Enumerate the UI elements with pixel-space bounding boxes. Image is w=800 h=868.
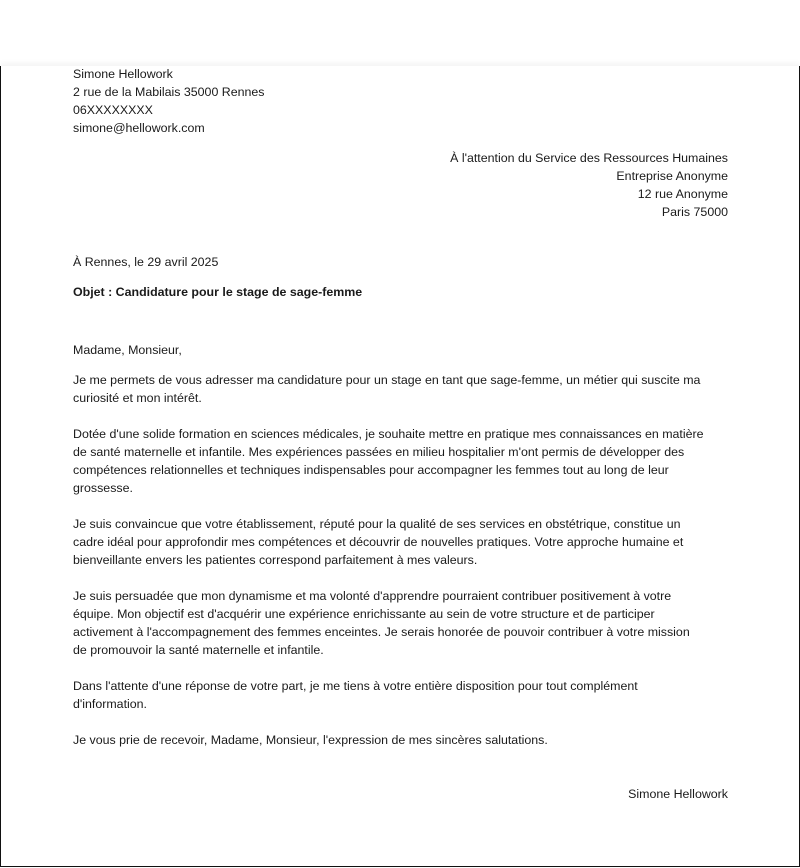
paragraph-line: Je suis convaincue que votre établissement, réputé pour la qualité de ses services en obstétrique, constitue un bbox=[73, 517, 681, 531]
sender-phone: 06XXXXXXXX bbox=[73, 103, 153, 117]
recipient-attention: À l'attention du Service des Ressources Humaines bbox=[450, 151, 728, 165]
paragraph-line: cadre idéal pour approfondir mes compétences et découvrir de nouvelles pratiques. Votre approche humaine et bbox=[73, 535, 684, 549]
paragraph-5 bbox=[73, 677, 728, 713]
recipient-city: Paris 75000 bbox=[661, 205, 728, 219]
sender-name: Simone Hellowork bbox=[73, 67, 173, 81]
top-margin bbox=[0, 0, 800, 66]
paragraph-line: curiosité et mon intérêt. bbox=[73, 391, 202, 405]
paragraph-line: d'information. bbox=[73, 697, 147, 711]
paragraph-line: équipe. Mon objectif est d'acquérir une expérience enrichissante au sein de votre structure et de participer bbox=[73, 607, 655, 621]
paragraph-line: Dans l'attente d'une réponse de votre part, je me tiens à votre entière disposition pour tout complément bbox=[73, 679, 638, 693]
paragraph-line: Dotée d'une solide formation en sciences médicales, je souhaite mettre en pratique mes connaissances en matière bbox=[73, 427, 704, 441]
paragraph-3 bbox=[73, 515, 728, 569]
paragraph-line: activement à l'accompagnement des femmes enceintes. Je serais honorée de pouvoir contribuer à votre mission bbox=[73, 625, 690, 639]
recipient-block bbox=[73, 149, 728, 221]
greeting: Madame, Monsieur, bbox=[73, 343, 182, 357]
paragraph-4 bbox=[73, 587, 728, 659]
sender-block bbox=[73, 66, 728, 137]
paragraph-line: grossesse. bbox=[73, 481, 133, 495]
recipient-street: 12 rue Anonyme bbox=[637, 187, 728, 201]
sender-address: 2 rue de la Mabilais 35000 Rennes bbox=[73, 85, 265, 99]
subject-line: Objet : Candidature pour le stage de sage-femme bbox=[73, 285, 363, 299]
paragraph-line: de promouvoir la santé maternelle et infantile. bbox=[73, 643, 324, 657]
letter-page bbox=[0, 66, 800, 867]
recipient-company: Entreprise Anonyme bbox=[616, 169, 728, 183]
sender-email: simone@hellowork.com bbox=[73, 121, 205, 135]
place-date: À Rennes, le 29 avril 2025 bbox=[73, 255, 219, 269]
paragraph-line: bienveillante envers les patientes correspond parfaitement à mes valeurs. bbox=[73, 553, 478, 567]
paragraph-line: Je me permets de vous adresser ma candidature pour un stage en tant que sage-femme, un métier qui suscite ma bbox=[73, 373, 701, 387]
paragraph-line: Je vous prie de recevoir, Madame, Monsieur, l'expression de mes sincères salutations. bbox=[73, 733, 548, 747]
paragraph-line: de santé maternelle et infantile. Mes expériences passées en milieu hospitalier m'ont permis de développer des bbox=[73, 445, 685, 459]
closing-paragraph bbox=[73, 731, 728, 749]
paragraph-1 bbox=[73, 371, 728, 407]
letter-content bbox=[73, 66, 728, 803]
paragraph-2 bbox=[73, 425, 728, 497]
signature: Simone Hellowork bbox=[628, 787, 728, 801]
paragraph-line: Je suis persuadée que mon dynamisme et ma volonté d'apprendre pourraient contribuer positivement à votre bbox=[73, 589, 672, 603]
paragraph-line: compétences relationnelles et techniques indispensables pour accompagner les femmes tout au long de leur bbox=[73, 463, 669, 477]
